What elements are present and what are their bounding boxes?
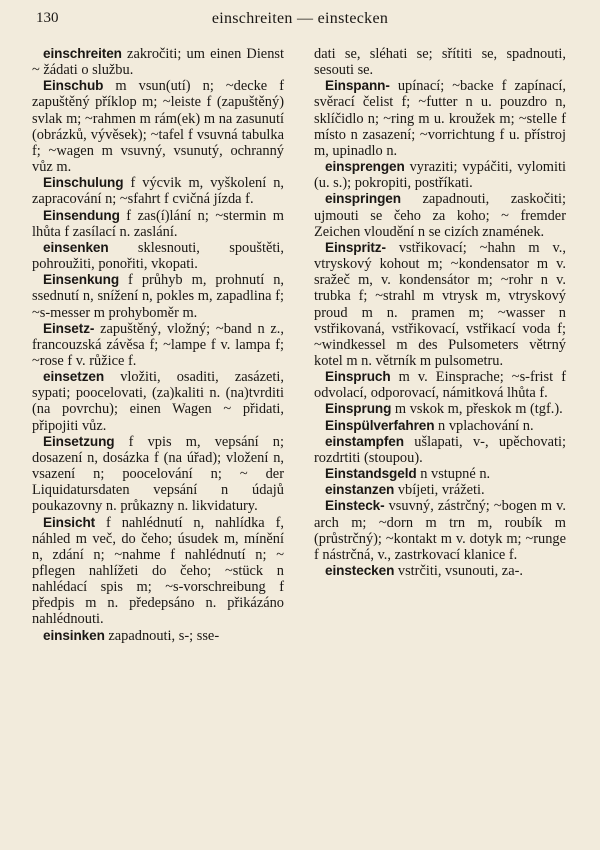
dictionary-entry	[32, 240, 284, 272]
entry-definition: m v. Einsprache; ~s-frist f odvolací, odporovací, námitková lhůta f.	[314, 369, 566, 402]
entry-headword: einsenken	[43, 239, 109, 255]
entry-headword: Einspruch	[325, 369, 391, 385]
entry-headword: einsprengen	[325, 159, 405, 175]
entry-headword: Einschulung	[43, 175, 124, 191]
entry-definition: zapadnouti, zaskočiti; ujmouti se čeho za koho; ~ fremder Zeichen vloudění n se cizích znamének.	[314, 191, 566, 240]
dictionary-entry	[32, 208, 284, 240]
entry-definition: f vpis m, vepsání n; dosazení n, dosázka f (na úřad); vložení n, vsazení n; poocelování n; ~ der Liquidatursdaten vepsání n údajů poukazovny n. průkazny n. likvidatury.	[32, 433, 284, 515]
entry-definition: n vplachování n.	[434, 417, 534, 434]
dictionary-entry	[314, 466, 566, 482]
entry-headword: Einsetz-	[43, 320, 95, 336]
entry-definition: upínací; ~backe f zapínací, svěrací čelist f; ~futter n u. pouzdro n, sklíčidlo n; ~ring m u. kroužek m; ~stelle f místo n zasazení; ~vorrichtung f u. přístroj m, upinadlo n.	[314, 78, 566, 159]
entry-headword: Einsicht	[43, 514, 96, 530]
entry-headword: Einsendung	[43, 207, 120, 223]
entry-definition: vložiti, osaditi, zasázeti, sypati; poocelovati, (za)kaliti n. (na)tvrditi (na povrchu); einen Wagen ~ přidati, připojiti vůz.	[32, 369, 284, 434]
entry-definition: ušlapati, v-, upěchovati; rozdrtiti (stoupou).	[314, 433, 566, 466]
entry-headword: einsetzen	[43, 369, 105, 385]
dictionary-entry	[32, 628, 284, 644]
entry-definition: n vstupné n.	[416, 466, 491, 483]
entry-definition: sklesnouti, spouštěti, pohroužiti, ponořiti, vkopati.	[32, 239, 284, 273]
entry-definition: vsuvný, zástrčný; ~bogen m v. arch m; ~dorn m trn m, roubík m (průstrčný); ~kontakt m v. dotyk m; ~runge f nástrčná, v., zastrkovací klanice f.	[314, 498, 566, 563]
left-column	[32, 46, 284, 644]
entry-definition: vbíjeti, vrážeti.	[394, 482, 485, 499]
dictionary-entry	[32, 46, 284, 78]
dictionary-entry	[32, 369, 284, 434]
right-column	[314, 46, 566, 579]
entry-headword: einstanzen	[325, 482, 395, 498]
entry-headword: Einspritz-	[325, 239, 386, 255]
entry-headword: Einspülverfahren	[325, 417, 435, 433]
running-head: einschreiten — einstecken	[211, 10, 389, 27]
dictionary-entry	[314, 240, 566, 369]
entry-headword: Einsenkung	[43, 272, 120, 288]
dictionary-entry	[314, 369, 566, 401]
entry-headword: einstecken	[325, 563, 395, 578]
entry-headword: einsinken	[43, 627, 105, 643]
dictionary-entry	[314, 159, 566, 191]
entry-definition: vstřikovací; ~hahn m v., vtryskový kohout m; ~kondensator m v. sražeč m, v. kondensátor m; ~rohr n v. trubka f; ~strahl m vtrysk m, vtryskový proud m n. pramen m; ~wasser n vstřikovaná, vstřikovací, vstřikací voda f; ~windkessel m des Pulsometers větrný kotel m n. větrník m pulsometru.	[314, 239, 566, 369]
entry-definition: m vskok m, přeskok m (tgf.).	[391, 401, 563, 418]
dictionary-entry	[314, 401, 566, 417]
entry-headword: Einstandsgeld	[325, 466, 417, 482]
entry-headword: Einspann-	[325, 78, 390, 94]
dictionary-entry	[314, 46, 566, 78]
dictionary-entry	[314, 434, 566, 466]
entry-definition: f výcvik m, vyškolení n, zapracování n; ~sfahrt f cvičná jízda f.	[32, 175, 284, 208]
dictionary-entry	[32, 175, 284, 207]
dictionary-entry	[32, 78, 284, 175]
dictionary-entry	[32, 272, 284, 320]
entry-definition: f průhyb m, prohnutí n, ssednutí n, snížení n, pokles m, zapadlina f; ~s-messer m prohyboměr m.	[32, 272, 284, 321]
dictionary-entry	[314, 78, 566, 159]
dictionary-entry	[32, 434, 284, 515]
entry-definition: vyraziti; vypáčiti, vylomiti (u. s.); pokropiti, postříkati.	[314, 159, 566, 192]
entry-headword: einschreiten	[43, 46, 122, 61]
entry-headword: einstampfen	[325, 433, 404, 449]
entry-definition: m vsun(utí) n; ~decke f zapuštěný příklop m; ~leiste f (zapuštěný) svlak m; ~rahmen m rám(ek) m na zasunutí (obrázků, vývěsek); ~tafel f vsuvná tabulka f; ~wagen m vsuvný, vsunutý, ochranný vůz m.	[32, 78, 284, 176]
page-header	[0, 0, 600, 40]
dictionary-entry	[32, 321, 284, 369]
entry-definition: zapuštěný, vložný; ~band n z., francouzská závěsa f; ~lampe f v. lampa f; ~rose f v. růžice f.	[32, 320, 284, 369]
dictionary-entry	[314, 191, 566, 239]
entry-definition: zakročiti; um einen Dienst ~ žádati o službu.	[32, 46, 284, 79]
entry-headword: Einschub	[43, 78, 104, 94]
dictionary-entry	[314, 563, 566, 579]
entry-definition: f nahlédnutí n, nahlídka f, náhled m več, do čeho; úsudek m, mínění n, zdání n; ~nahme f nahlédnutí n; ~ pflegen nahlížeti do čeho; ~stück n nahlédací spis m; ~s-vorschreibung f předpis m n. předepsáno n. přikázáno nahlédnouti.	[32, 514, 284, 628]
dictionary-entry	[314, 498, 566, 563]
entry-definition: zapadnouti, s-; sse-	[104, 627, 220, 644]
page-number: 130	[36, 10, 59, 26]
dictionary-entry	[314, 482, 566, 498]
dictionary-entry	[32, 515, 284, 628]
entry-headword: Einsteck-	[325, 498, 385, 514]
entry-definition: f zas(í)lání n; ~stermin m lhůta f zasílací n. zaslání.	[32, 207, 284, 240]
entry-definition: vstrčiti, vsunouti, za-.	[394, 563, 523, 579]
entry-headword: Einsetzung	[43, 433, 115, 449]
entry-definition: dati se, sléhati se; sřítiti se, spadnouti, sesouti se.	[314, 46, 566, 79]
dictionary-entry	[314, 418, 566, 434]
entry-headword: einspringen	[325, 191, 401, 207]
entry-headword: Einsprung	[325, 401, 392, 417]
